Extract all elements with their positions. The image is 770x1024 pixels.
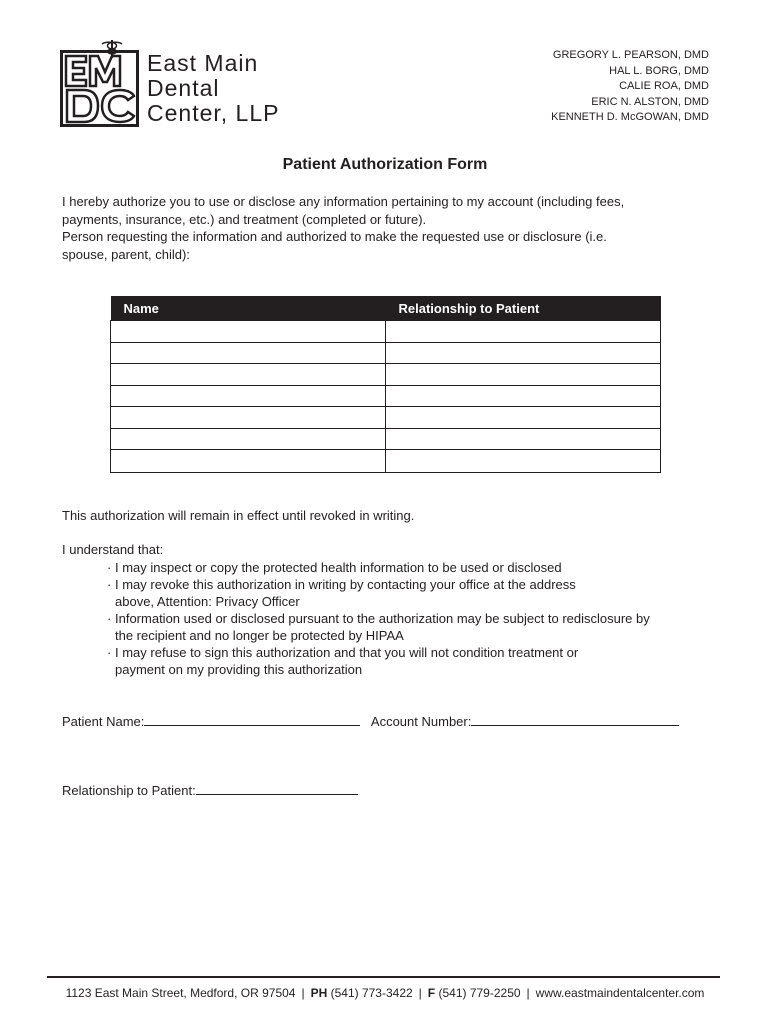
doctor-name: HAL L. BORG, DMD	[609, 64, 709, 77]
bullet-icon: ·	[107, 645, 112, 660]
logo-emblem	[60, 40, 140, 128]
relationship-cell[interactable]	[386, 342, 661, 364]
account-number-input-line[interactable]	[471, 713, 679, 726]
fax-label: F	[427, 986, 436, 1000]
footer-separator: |	[526, 986, 530, 1000]
name-cell[interactable]	[111, 321, 386, 343]
name-cell[interactable]	[111, 342, 386, 364]
understand-heading: I understand that:	[62, 542, 164, 557]
patient-name-label: Patient Name:	[62, 714, 145, 729]
doctor-name: ERIC N. ALSTON, DMD	[591, 95, 709, 108]
intro-paragraph	[62, 193, 682, 263]
relationship-cell[interactable]	[386, 428, 661, 450]
relationship-cell[interactable]	[386, 385, 661, 407]
understanding-list	[107, 559, 687, 678]
relationship-field	[62, 782, 358, 798]
table-row	[111, 385, 661, 407]
list-item-text: Information used or disclosed pursuant to the authorization may be subject to redisclosure by the recipient and no longer be protected by HIPAA	[115, 611, 650, 643]
account-number-label: Account Number:	[370, 714, 472, 729]
relationship-input-line[interactable]	[196, 782, 358, 795]
list-item	[107, 610, 687, 644]
emdc-monogram-icon	[60, 40, 140, 128]
relationship-label: Relationship to Patient:	[62, 783, 196, 798]
relationship-cell[interactable]	[386, 407, 661, 429]
intro-line: I hereby authorize you to use or disclose any information pertaining to my account (including fees, payments, insurance, etc.) and treatment (completed or future).	[62, 194, 625, 227]
doctor-list	[551, 48, 709, 126]
practice-name-line: Center, LLP	[147, 100, 280, 126]
footer-fax: (541) 779-2250	[438, 986, 521, 1000]
relationship-cell[interactable]	[386, 321, 661, 343]
footer-divider	[47, 976, 720, 978]
bullet-icon: ·	[107, 560, 112, 575]
footer-separator: |	[418, 986, 422, 1000]
column-header-name: Name	[111, 296, 386, 321]
table-row	[111, 364, 661, 386]
name-cell[interactable]	[111, 428, 386, 450]
list-item-text: I may refuse to sign this authorization and that you will not condition treatment or payment on my providing this authorization	[115, 645, 579, 677]
practice-name	[147, 51, 279, 126]
footer-website-link[interactable]: www.eastmaindentalcenter.com	[535, 986, 705, 1000]
list-item	[107, 576, 687, 610]
authorized-persons-table	[110, 296, 661, 473]
table-row	[111, 450, 661, 473]
doctor-name: GREGORY L. PEARSON, DMD	[552, 49, 709, 61]
footer-separator: |	[301, 986, 305, 1000]
phone-label: PH	[310, 986, 328, 1000]
bullet-icon: ·	[107, 611, 112, 626]
doctor-name: KENNETH D. McGOWAN, DMD	[551, 111, 709, 123]
table-row	[111, 428, 661, 450]
form-title: Patient Authorization Form	[282, 156, 488, 173]
footer-contact	[0, 986, 770, 1000]
list-item-text: I may inspect or copy the protected health information to be used or disclosed	[115, 560, 562, 575]
table-header-row	[111, 296, 661, 321]
effect-statement: This authorization will remain in effect until revoked in writing.	[62, 508, 415, 523]
relationship-cell[interactable]	[386, 364, 661, 386]
patient-name-field	[62, 713, 679, 729]
footer-phone: (541) 773-3422	[330, 986, 413, 1000]
name-cell[interactable]	[111, 407, 386, 429]
list-item	[107, 644, 687, 678]
table-row	[111, 342, 661, 364]
relationship-cell[interactable]	[386, 450, 661, 473]
name-cell[interactable]	[111, 364, 386, 386]
name-cell[interactable]	[111, 450, 386, 473]
practice-name-line: East Main	[147, 50, 259, 76]
table-row	[111, 321, 661, 343]
footer-address: 1123 East Main Street, Medford, OR 97504	[65, 986, 296, 1000]
intro-line: Person requesting the information and authorized to make the requested use or disclosure (i.e. spouse, parent, child):	[62, 229, 607, 262]
list-item	[107, 559, 687, 576]
name-cell[interactable]	[111, 385, 386, 407]
table-row	[111, 407, 661, 429]
list-item-text: I may revoke this authorization in writing by contacting your office at the address above, Attention: Privacy Officer	[115, 577, 576, 609]
patient-name-input-line[interactable]	[144, 713, 360, 726]
column-header-relationship: Relationship to Patient	[386, 296, 661, 321]
bullet-icon: ·	[107, 577, 112, 592]
practice-name-line: Dental	[147, 75, 220, 101]
doctor-name: CALIE ROA, DMD	[619, 80, 709, 92]
